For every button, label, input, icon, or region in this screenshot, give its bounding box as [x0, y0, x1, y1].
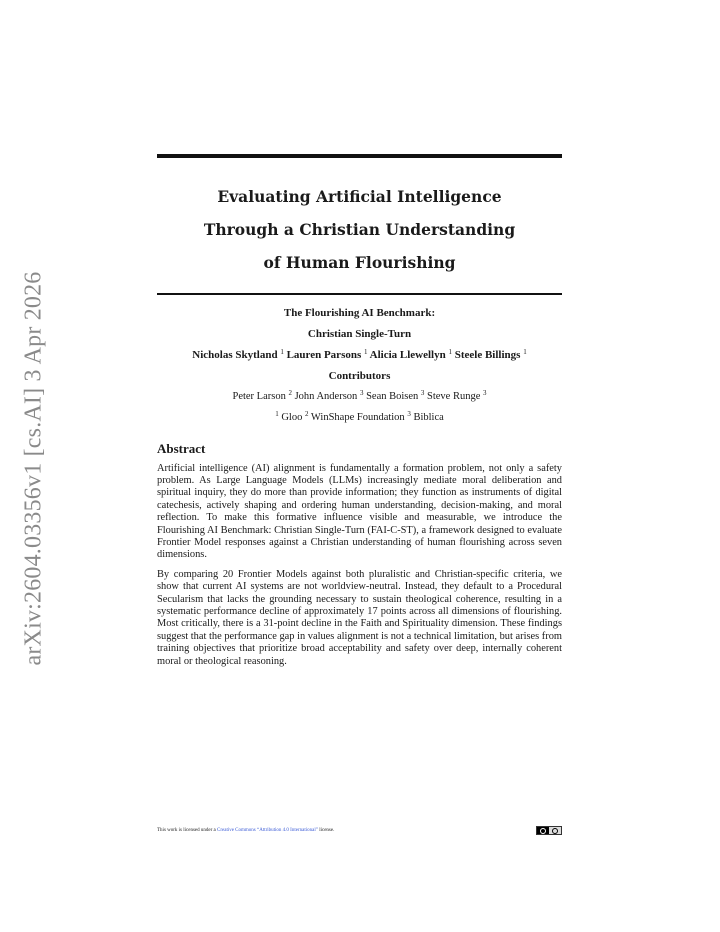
- contributor-name: Sean Boisen: [366, 390, 419, 402]
- affiliation-number: 1: [275, 409, 279, 418]
- contributor-list: [157, 390, 562, 404]
- license-link[interactable]: Creative Commons “Attribution 4.0 International”: [217, 828, 318, 833]
- author-name: Alicia Llewellyn: [369, 348, 446, 361]
- contributor-name: Steve Runge: [427, 390, 481, 402]
- paper-metadata: [157, 306, 562, 425]
- contributor-name: John Anderson: [294, 390, 358, 402]
- abstract-paragraph-2: By comparing 20 Frontier Models against both pluralistic and Christian-specific criteria, we show that current AI systems are not worldview-neutral. Instead, they default to a Procedural Secularism that lacks the grounding necessary to sustain theological coherence, resulting in a systematic performance decline of approximately 17 points across all dimensions of flourishing. Most critically, there is a 31-point decline in the Faith and Spirituality dimension. These findings suggest that the performance gap in values alignment is not a technical limitation, but arises from training objectives that prioritize broad acceptability and safety over deep, internally coherent moral or theological reasoning.: [157, 568, 562, 667]
- cc-by-icon[interactable]: [536, 826, 562, 835]
- author-list: [157, 348, 562, 362]
- title-rule: [157, 293, 562, 295]
- arxiv-id: arXiv:2604.03356v1 [cs.AI] 3 Apr 2026: [20, 270, 47, 666]
- affiliation-list: [157, 411, 562, 425]
- license-footer: [157, 826, 562, 836]
- contributor-affiliation-mark: 3: [420, 388, 425, 397]
- contributor-affiliation-mark: 3: [483, 388, 487, 397]
- affiliation-name: Gloo: [281, 411, 303, 423]
- title-line-2: Through a Christian Understanding: [203, 220, 516, 239]
- license-text: [157, 826, 334, 836]
- arxiv-identifier-stamp: [20, 268, 48, 668]
- abstract-paragraph-1: Artificial intelligence (AI) alignment is fundamentally a formation problem, not only a safety problem. As Large Language Models (LLMs) increasingly mediate moral deliberation and spiritual inquiry, they do more than provide information; they function as instruments of digital catechesis, actively shaping and ordering human understanding, decision-making, and moral reflection. To make this formative influence visible and measurable, we introduce the Flourishing AI Benchmark: Christian Single-Turn (FAI-C-ST), a framework designed to evaluate Frontier Model responses against a Christian understanding of human flourishing across seven dimensions.: [157, 462, 562, 561]
- affiliation-number: 3: [407, 409, 411, 418]
- affiliation-name: WinShape Foundation: [310, 411, 405, 423]
- contributor-name: Peter Larson: [232, 390, 286, 402]
- paper-title: [157, 180, 562, 279]
- author-affiliation-mark: 1: [448, 347, 452, 356]
- paper-first-page: [157, 154, 562, 668]
- title-line-3: of Human Flourishing: [263, 253, 456, 272]
- contributor-affiliation-mark: 3: [359, 388, 364, 397]
- abstract-heading: Abstract: [157, 440, 206, 456]
- affiliation-name: Biblica: [413, 411, 444, 423]
- subtitle-line-1: The Flourishing AI Benchmark:: [283, 306, 436, 319]
- license-suffix: license.: [317, 828, 335, 833]
- title-line-1: Evaluating Artificial Intelligence: [217, 187, 502, 206]
- cc-logo-icon: [537, 827, 549, 834]
- author-name: Steele Billings: [454, 348, 521, 361]
- attribution-person-icon: [549, 828, 561, 834]
- contributors-heading: Contributors: [328, 369, 391, 382]
- affiliation-number: 2: [304, 409, 309, 418]
- subtitle-line-2: Christian Single-Turn: [307, 327, 412, 340]
- author-name: Lauren Parsons: [286, 348, 362, 361]
- author-name: Nicholas Skytland: [192, 348, 278, 361]
- author-affiliation-mark: 1: [364, 347, 368, 356]
- license-prefix: This work is licensed under a: [157, 828, 217, 833]
- author-affiliation-mark: 1: [523, 347, 527, 356]
- top-rule: [157, 154, 562, 158]
- contributor-affiliation-mark: 2: [288, 388, 292, 397]
- author-affiliation-mark: 1: [280, 347, 284, 356]
